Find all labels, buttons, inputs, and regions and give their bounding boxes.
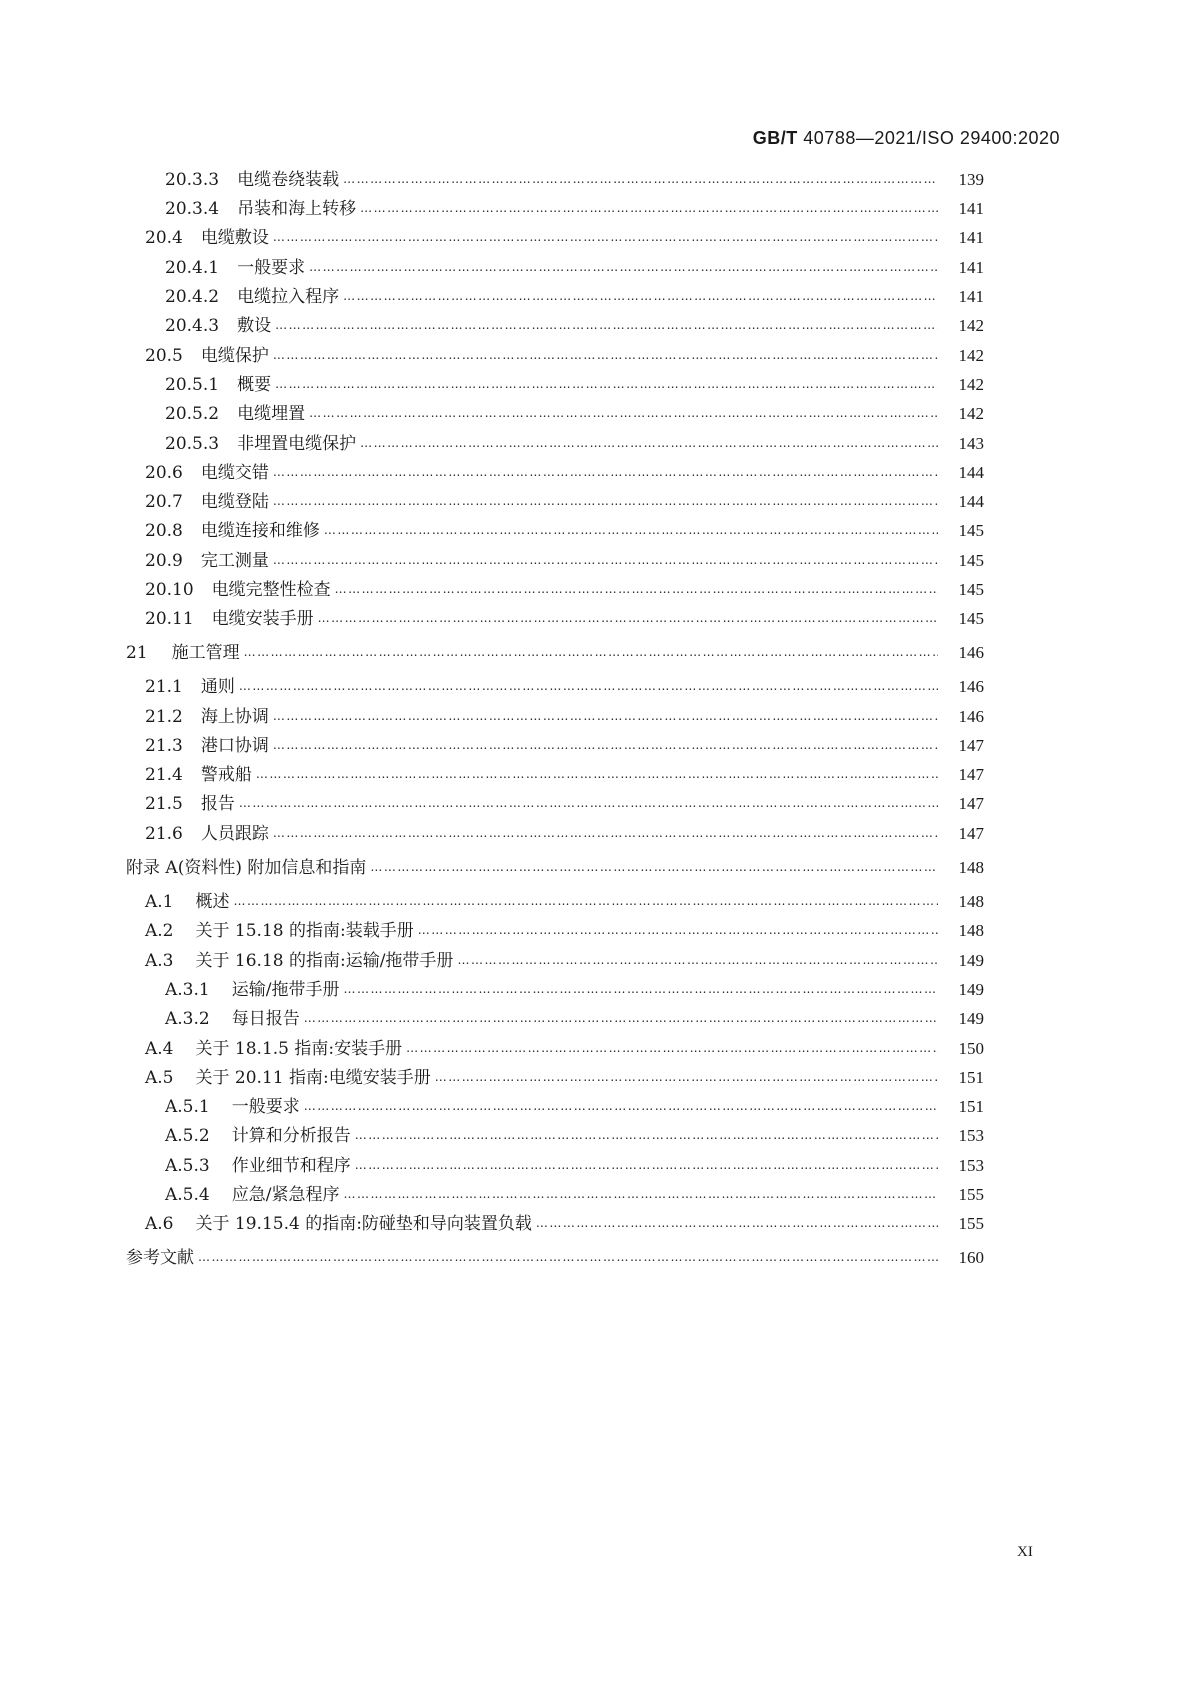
toc-entry[interactable]	[145, 734, 984, 758]
toc-entry[interactable]	[145, 763, 984, 787]
toc-entry-title: 报告	[200, 794, 235, 814]
toc-entry-number: 20.10	[145, 580, 194, 600]
toc-entry-number: 20.4.3	[165, 316, 220, 336]
toc-leader-dots	[355, 1123, 938, 1147]
toc-entry-number: A.4	[145, 1039, 174, 1059]
toc-entry-number: 20.5.3	[165, 434, 220, 454]
toc-entry-title: 电缆卷绕装载	[237, 170, 340, 190]
toc-entry-page: 145	[958, 551, 984, 570]
toc-entry[interactable]	[145, 578, 984, 602]
toc-leader-dots	[457, 948, 938, 972]
toc-entry-number: A.3.2	[165, 1009, 210, 1029]
toc-entry-page: 145	[958, 609, 984, 628]
toc-entry[interactable]	[145, 949, 984, 973]
toc-entry-page: 146	[958, 707, 984, 726]
toc-entry-number: A.2	[145, 921, 174, 941]
toc-entry-page: 142	[958, 346, 984, 365]
toc-entry-number: A.1	[145, 892, 174, 912]
toc-entry-title: 施工管理	[171, 643, 240, 663]
toc-entry[interactable]	[165, 197, 984, 221]
toc-entry[interactable]	[165, 1095, 984, 1119]
toc-entry-title: 关于 19.15.4 的指南:防碰垫和导向装置负载	[195, 1214, 532, 1234]
toc-leader-dots	[343, 167, 938, 191]
toc-entry-page: 142	[958, 316, 984, 335]
toc-leader-dots	[275, 313, 938, 337]
toc-entry-number: 20.8	[145, 521, 183, 541]
toc-entry-title: 电缆埋置	[237, 404, 306, 424]
toc-leader-dots	[198, 1245, 938, 1269]
toc-leader-dots	[309, 255, 938, 279]
toc-entry-page: 149	[958, 1009, 984, 1028]
toc-entry[interactable]	[165, 285, 984, 309]
toc-leader-dots	[273, 821, 938, 845]
toc-entry-page: 155	[958, 1214, 984, 1233]
toc-entry-title: 电缆完整性检查	[211, 580, 331, 600]
toc-entry-page: 149	[958, 980, 984, 999]
toc-entry-title: 人员跟踪	[200, 824, 269, 844]
toc-entry-title: 一般要求	[231, 1097, 300, 1117]
toc-entry-number: 21.6	[145, 824, 183, 844]
toc-entry-page: 146	[958, 643, 984, 662]
toc-entry[interactable]	[145, 919, 984, 943]
standard-number: 40788—2021/ISO 29400:2020	[803, 128, 1060, 148]
toc-entry-number: 20.7	[145, 492, 183, 512]
toc-leader-dots	[273, 733, 938, 757]
toc-entry[interactable]	[165, 1124, 984, 1148]
toc-leader-dots	[360, 431, 938, 455]
toc-entry-page: 151	[958, 1068, 984, 1087]
toc-entry-title: 应急/紧急程序	[231, 1185, 340, 1205]
toc-leader-dots	[273, 343, 938, 367]
toc-entry-page: 147	[958, 736, 984, 755]
toc-leader-dots	[239, 791, 938, 815]
toc-entry-number: 20.6	[145, 463, 183, 483]
toc-entry-number: A.3.1	[165, 980, 210, 1000]
toc-leader-dots	[435, 1065, 938, 1089]
toc-entry-page: 147	[958, 824, 984, 843]
toc-entry-title: 作业细节和程序	[231, 1156, 351, 1176]
toc-entry-title: 关于 15.18 的指南:装载手册	[195, 921, 414, 941]
toc-entry-page: 141	[958, 258, 984, 277]
toc-leader-dots	[343, 284, 938, 308]
toc-entry-title: 关于 18.1.5 指南:安装手册	[195, 1039, 403, 1059]
toc-entry-page: 144	[958, 492, 984, 511]
toc-entry[interactable]	[145, 519, 984, 543]
toc-entry-number: 21.3	[145, 736, 183, 756]
toc-entry-number: 20.4	[145, 228, 183, 248]
toc-entry-title: 概要	[237, 375, 272, 395]
toc-entry-page: 142	[958, 404, 984, 423]
toc-entry-number: A.5.4	[165, 1185, 210, 1205]
toc-entry-title: 计算和分析报告	[231, 1126, 351, 1146]
toc-entry-title: 参考文献	[126, 1248, 194, 1268]
toc-entry-title: 港口协调	[200, 736, 269, 756]
toc-entry-title: 警戒船	[200, 765, 252, 785]
toc-entry-number: 20.9	[145, 551, 183, 571]
toc-leader-dots	[304, 1094, 938, 1118]
toc-entry-page: 145	[958, 521, 984, 540]
toc-entry-number: A.3	[145, 951, 174, 971]
toc-entry-page: 149	[958, 951, 984, 970]
toc-entry[interactable]	[145, 1212, 984, 1236]
toc-entry-number: 21.2	[145, 707, 183, 727]
toc-leader-dots	[536, 1211, 938, 1235]
toc-entry-page: 148	[958, 858, 984, 877]
toc-entry[interactable]	[165, 1183, 984, 1207]
toc-entry-title: 电缆保护	[200, 346, 269, 366]
toc-leader-dots	[234, 889, 939, 913]
toc-entry-title: 关于 16.18 的指南:运输/拖带手册	[195, 951, 454, 971]
toc-entry-number: 20.3.3	[165, 170, 220, 190]
toc-entry-number: 20.5.2	[165, 404, 220, 424]
toc-leader-dots	[355, 1153, 938, 1177]
toc-entry[interactable]	[165, 314, 984, 338]
standard-code: GB/T	[752, 128, 798, 148]
toc-entry-number: 21	[126, 643, 148, 663]
toc-entry[interactable]	[126, 856, 984, 880]
toc-entry-title: 电缆安装手册	[211, 609, 314, 629]
toc-entry-title: 通则	[200, 677, 235, 697]
toc-leader-dots	[324, 518, 938, 542]
toc-leader-dots	[370, 855, 938, 879]
toc-entry-title: 概述	[195, 892, 230, 912]
toc-entry-number: A.5.2	[165, 1126, 210, 1146]
toc-entry[interactable]	[145, 792, 984, 816]
toc-entry-page: 144	[958, 463, 984, 482]
toc-entry-title: 敷设	[237, 316, 272, 336]
toc-entry-title: 电缆敷设	[200, 228, 269, 248]
toc-entry-number: A.5	[145, 1068, 174, 1088]
toc-entry-number: A.5.1	[165, 1097, 210, 1117]
toc-entry[interactable]	[145, 822, 984, 846]
toc-entry-number: A.6	[145, 1214, 174, 1234]
toc-entry-title: 完工测量	[200, 551, 269, 571]
toc-entry[interactable]	[165, 1007, 984, 1031]
toc-leader-dots	[256, 762, 938, 786]
toc-entry-title: 电缆登陆	[200, 492, 269, 512]
toc-entry-number: 21.4	[145, 765, 183, 785]
toc-entry-title: 非埋置电缆保护	[237, 434, 357, 454]
toc-entry[interactable]	[145, 607, 984, 631]
toc-entry-page: 143	[958, 434, 984, 453]
toc-entry-number: 附录 A	[126, 858, 178, 878]
toc-entry[interactable]	[145, 226, 984, 250]
toc-leader-dots	[406, 1036, 938, 1060]
toc-entry-page: 153	[958, 1156, 984, 1175]
toc-entry-page: 146	[958, 677, 984, 696]
toc-entry[interactable]	[165, 256, 984, 280]
toc-entry[interactable]	[126, 641, 984, 665]
toc-leader-dots	[335, 577, 938, 601]
toc-entry[interactable]	[145, 1037, 984, 1061]
page-number: XI	[1017, 1544, 1033, 1560]
toc-leader-dots	[309, 401, 938, 425]
toc-entry-page: 150	[958, 1039, 984, 1058]
toc-entry-number: 20.3.4	[165, 199, 220, 219]
toc-entry[interactable]	[145, 549, 984, 573]
toc-entry-title: 运输/拖带手册	[231, 980, 340, 1000]
toc-entry-title: 关于 20.11 指南:电缆安装手册	[195, 1068, 431, 1088]
toc-leader-dots	[273, 489, 938, 513]
toc-entry[interactable]	[145, 461, 984, 485]
toc-entry-number: 21.5	[145, 794, 183, 814]
toc-entry-title: 吊装和海上转移	[237, 199, 357, 219]
toc-entry-number: 20.4.2	[165, 287, 220, 307]
toc-entry-title: 海上协调	[200, 707, 269, 727]
toc-leader-dots	[273, 704, 938, 728]
toc-leader-dots	[275, 372, 938, 396]
toc-leader-dots	[343, 1182, 938, 1206]
toc-entry[interactable]	[165, 1154, 984, 1178]
toc-leader-dots	[418, 918, 938, 942]
toc-entry-title: 一般要求	[237, 258, 306, 278]
toc-entry-page: 160	[958, 1248, 984, 1267]
toc-entry-page: 139	[958, 170, 984, 189]
toc-entry-page: 147	[958, 765, 984, 784]
toc-leader-dots	[360, 196, 938, 220]
toc-entry-page: 141	[958, 228, 984, 247]
toc-entry-title: (资料性) 附加信息和指南	[177, 858, 367, 878]
toc-entry-number: A.5.3	[165, 1156, 210, 1176]
toc-entry-page: 148	[958, 892, 984, 911]
toc-entry-title: 电缆连接和维修	[200, 521, 320, 541]
toc-entry-number: 20.5	[145, 346, 183, 366]
toc-entry[interactable]	[165, 373, 984, 397]
toc-entry-page: 142	[958, 375, 984, 394]
toc-leader-dots	[273, 225, 938, 249]
toc-entry[interactable]	[145, 675, 984, 699]
toc-entry-page: 141	[958, 287, 984, 306]
toc-leader-dots	[343, 977, 938, 1001]
toc-entry[interactable]	[145, 490, 984, 514]
toc-leader-dots	[304, 1006, 938, 1030]
toc-entry[interactable]	[165, 402, 984, 426]
toc-entry-title: 电缆交错	[200, 463, 269, 483]
toc-entry-page: 151	[958, 1097, 984, 1116]
toc-entry-title: 每日报告	[231, 1009, 300, 1029]
toc-entry-page: 155	[958, 1185, 984, 1204]
toc-entry-number: 20.4.1	[165, 258, 220, 278]
toc-entry[interactable]	[145, 890, 984, 914]
toc-entry[interactable]	[165, 168, 984, 192]
toc-entry-number: 20.5.1	[165, 375, 220, 395]
toc-leader-dots	[273, 548, 938, 572]
toc-entry[interactable]	[145, 344, 984, 368]
toc-entry-page: 153	[958, 1126, 984, 1145]
toc-leader-dots	[239, 674, 938, 698]
toc-entry-page: 148	[958, 921, 984, 940]
toc-leader-dots	[318, 606, 938, 630]
toc-entry-page: 141	[958, 199, 984, 218]
toc-entry[interactable]	[145, 705, 984, 729]
toc-entry[interactable]	[165, 432, 984, 456]
toc-leader-dots	[244, 640, 938, 664]
toc-entry-number: 20.11	[145, 609, 194, 629]
toc-entry-page: 145	[958, 580, 984, 599]
toc-entry-page: 147	[958, 794, 984, 813]
toc-leader-dots	[273, 460, 938, 484]
toc-entry-number: 21.1	[145, 677, 183, 697]
toc-entry-title: 电缆拉入程序	[237, 287, 340, 307]
toc-entry[interactable]	[145, 1066, 984, 1090]
toc-entry[interactable]	[126, 1246, 984, 1270]
toc-entry[interactable]	[165, 978, 984, 1002]
